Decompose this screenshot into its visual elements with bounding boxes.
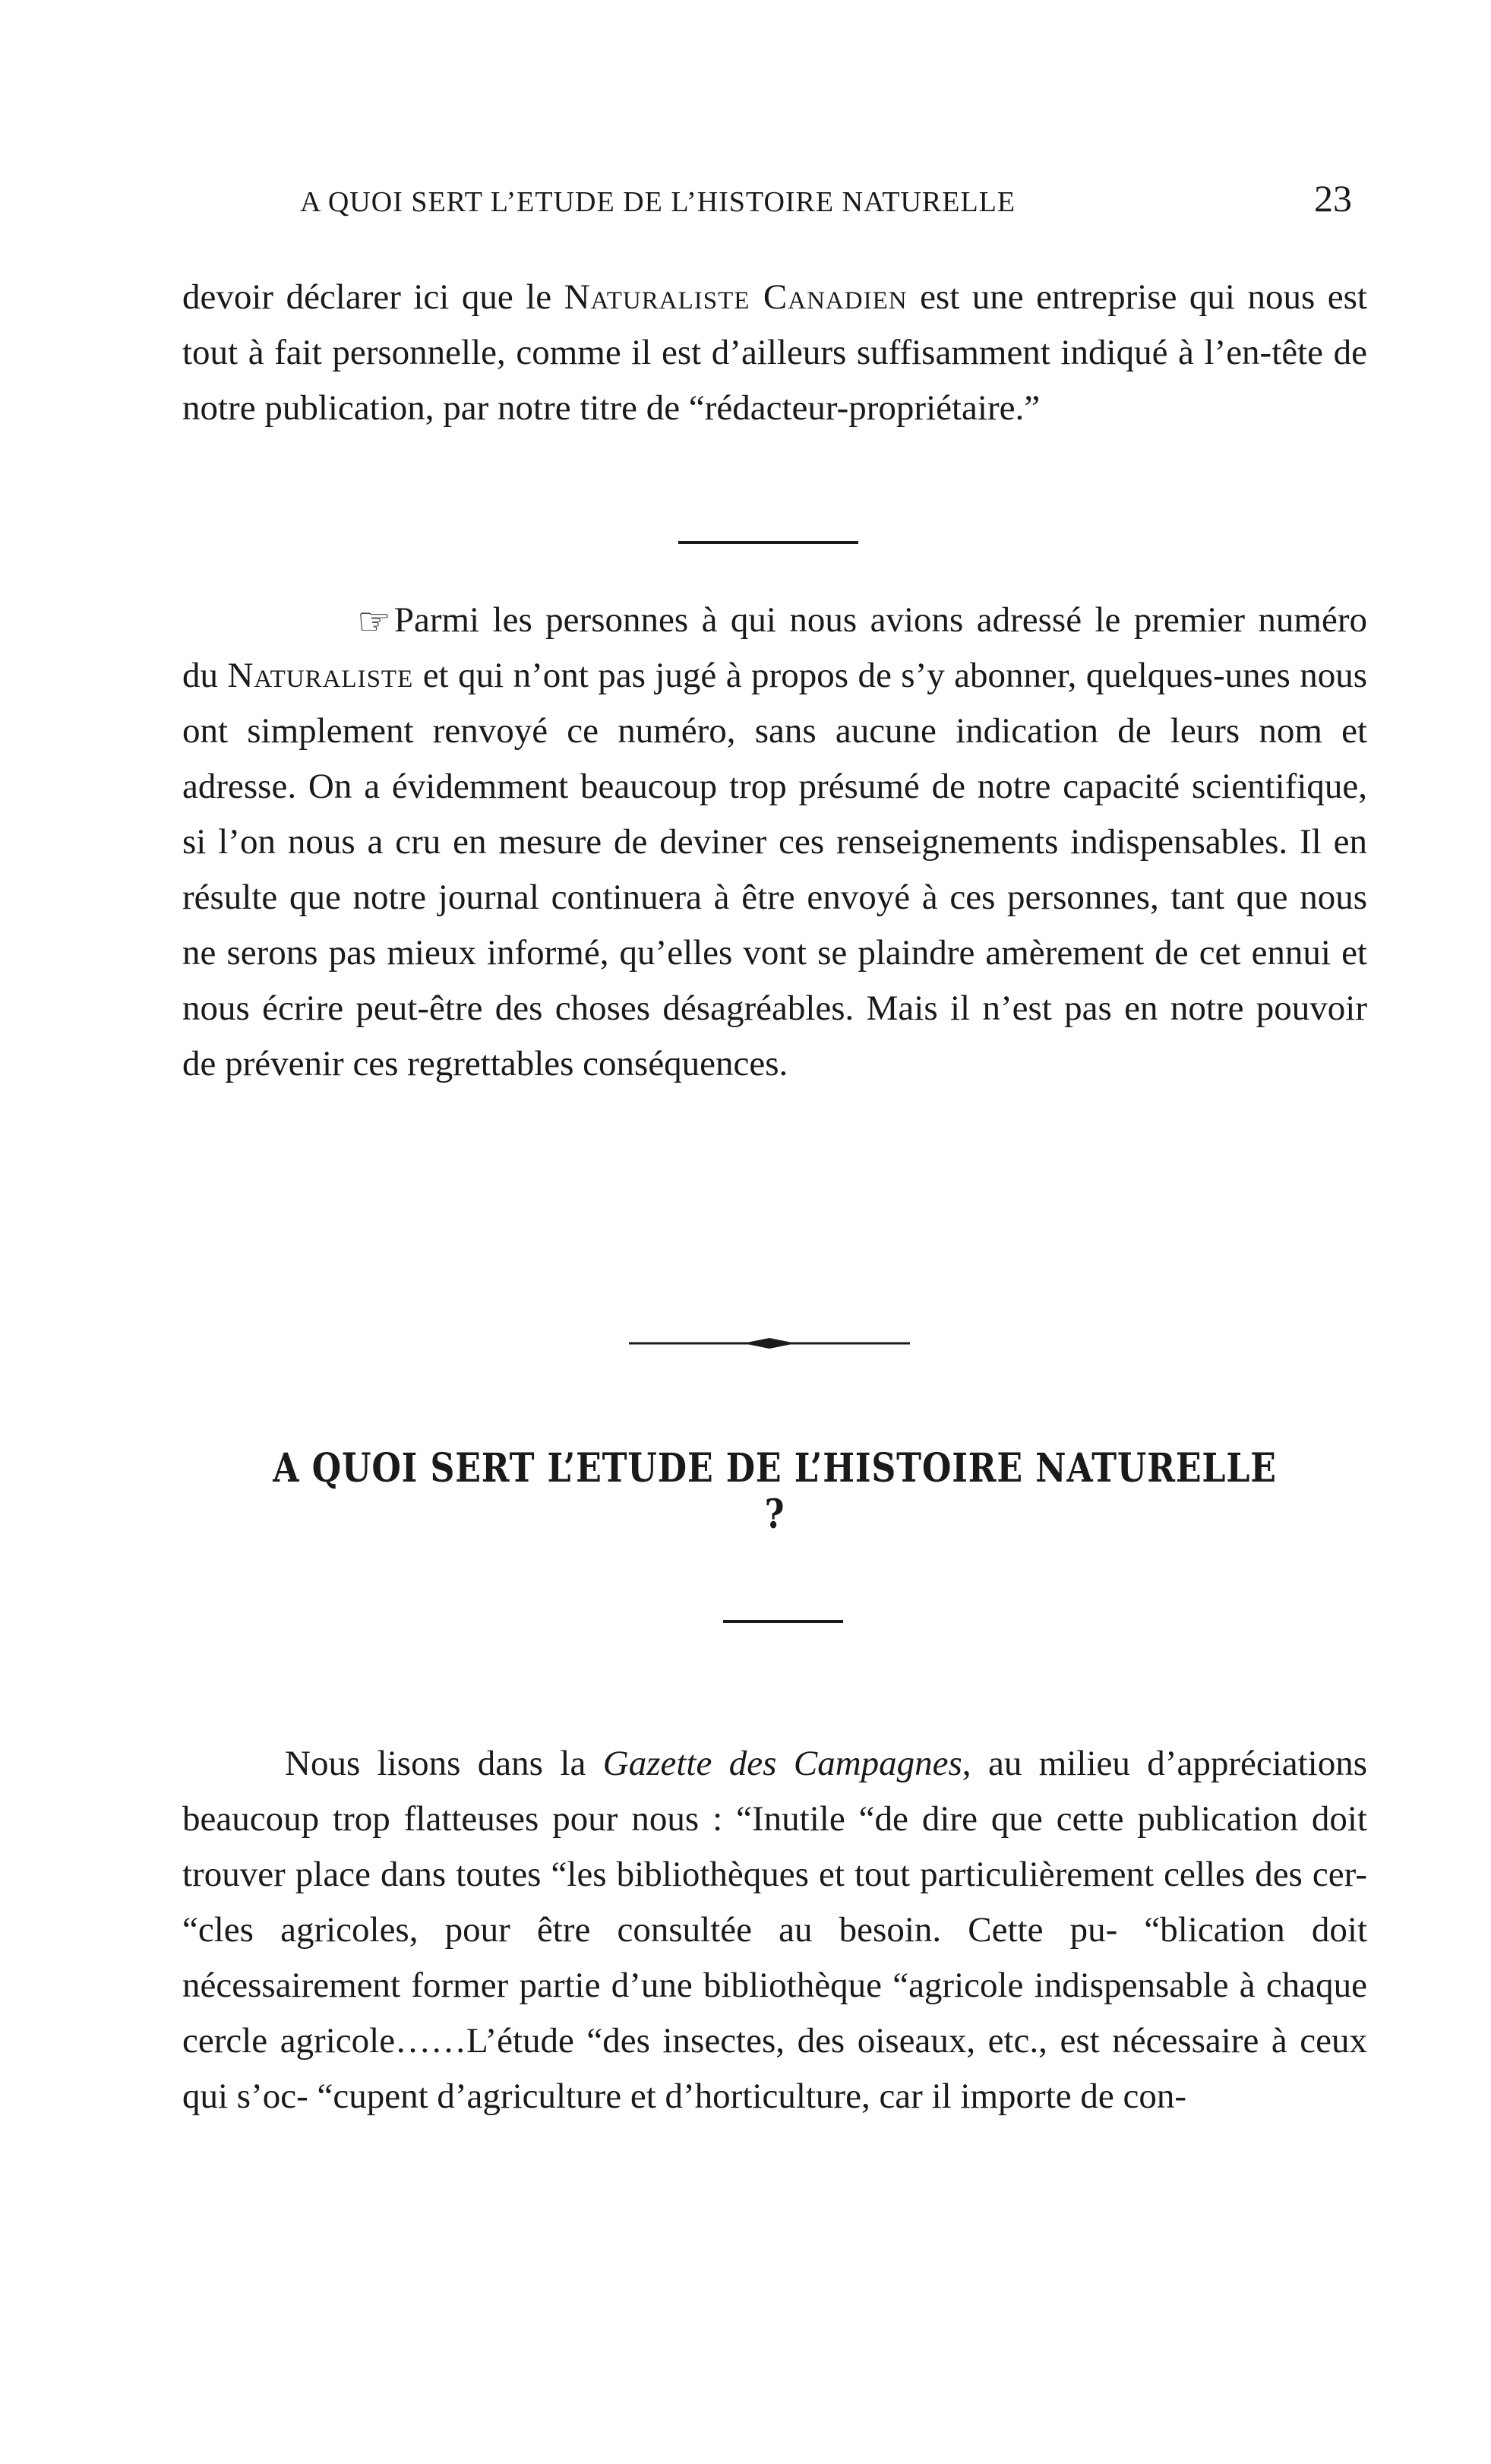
continued-paragraph [182, 270, 1367, 436]
notice-text [182, 593, 1367, 1092]
paragraph-text-end: est une entreprise qui nous est tout à fait personnelle, comme il est d’ailleurs suffisamment indiqué à l’en-tête de notre publication, par notre titre de “rédacteur-propriétaire.” [182, 277, 1367, 428]
article-text-end: , au milieu d’appréciations beaucoup trop flatteuses pour nous : “Inutile “de dire que cette publication doit trouver place dans toutes “les bibliothèques et tout particulièrement celles des cer- “cles agricoles, pour être consultée au besoin. Cette pu- “blication doit nécessairement former partie d’une bibliothèque “agricole indispensable à chaque cercle agricole……L’étude “des insectes, des oiseaux, etc., est nécessaire à ceux qui s’oc- “cupent d’agriculture et d’horticulture, car il importe de con- [182, 1744, 1368, 2116]
notice-text-start: Parmi les personnes à qui nous avions adressé le premier numéro du [182, 600, 1367, 695]
running-header [182, 176, 1367, 229]
article-paragraph [182, 1736, 1367, 2124]
paragraph-text-start: devoir déclarer ici que le [182, 277, 564, 317]
article-text-start: Nous lisons dans la [285, 1744, 603, 1783]
notice-text-end: et qui n’ont pas jugé à propos de s’y abonner, quelques-unes nous ont simplement renvoyé ce numéro, sans aucune indication de leurs nom et adresse. On a évidemment beaucoup trop présumé de notre capacité scientifique, si l’on nous a cru en mesure de deviner ces renseignements indispensables. Il en résulte que notre journal continuera à être envoyé à ces personnes, tant que nous ne serons pas mieux informé, qu’elles vont se plaindre amèrement de cet ennui et nous écrire peut-être des choses désagréables. Mais il n’est pas en notre pouvoir de prévenir ces regrettables conséquences. [182, 656, 1367, 1083]
heading-rule [723, 1620, 843, 1623]
pointing-hand-icon: ☞ [357, 600, 391, 643]
journal-name-short: Naturaliste [227, 656, 414, 695]
running-title: A QUOI SERT L’ETUDE DE L’HISTOIRE NATURELLE [300, 186, 1016, 218]
journal-name: Naturaliste Canadien [564, 277, 908, 317]
paragraph-text [182, 270, 1367, 436]
notice-paragraph [182, 593, 1367, 1092]
source-title: Gazette des Campagnes [602, 1744, 962, 1783]
ornamental-divider [629, 1336, 910, 1351]
page-number: 23 [1314, 177, 1352, 220]
section-heading: A QUOI SERT L’ETUDE DE L’HISTOIRE NATURELLE ? [273, 1445, 1277, 1538]
section-divider [678, 541, 858, 544]
article-text [182, 1736, 1367, 2124]
